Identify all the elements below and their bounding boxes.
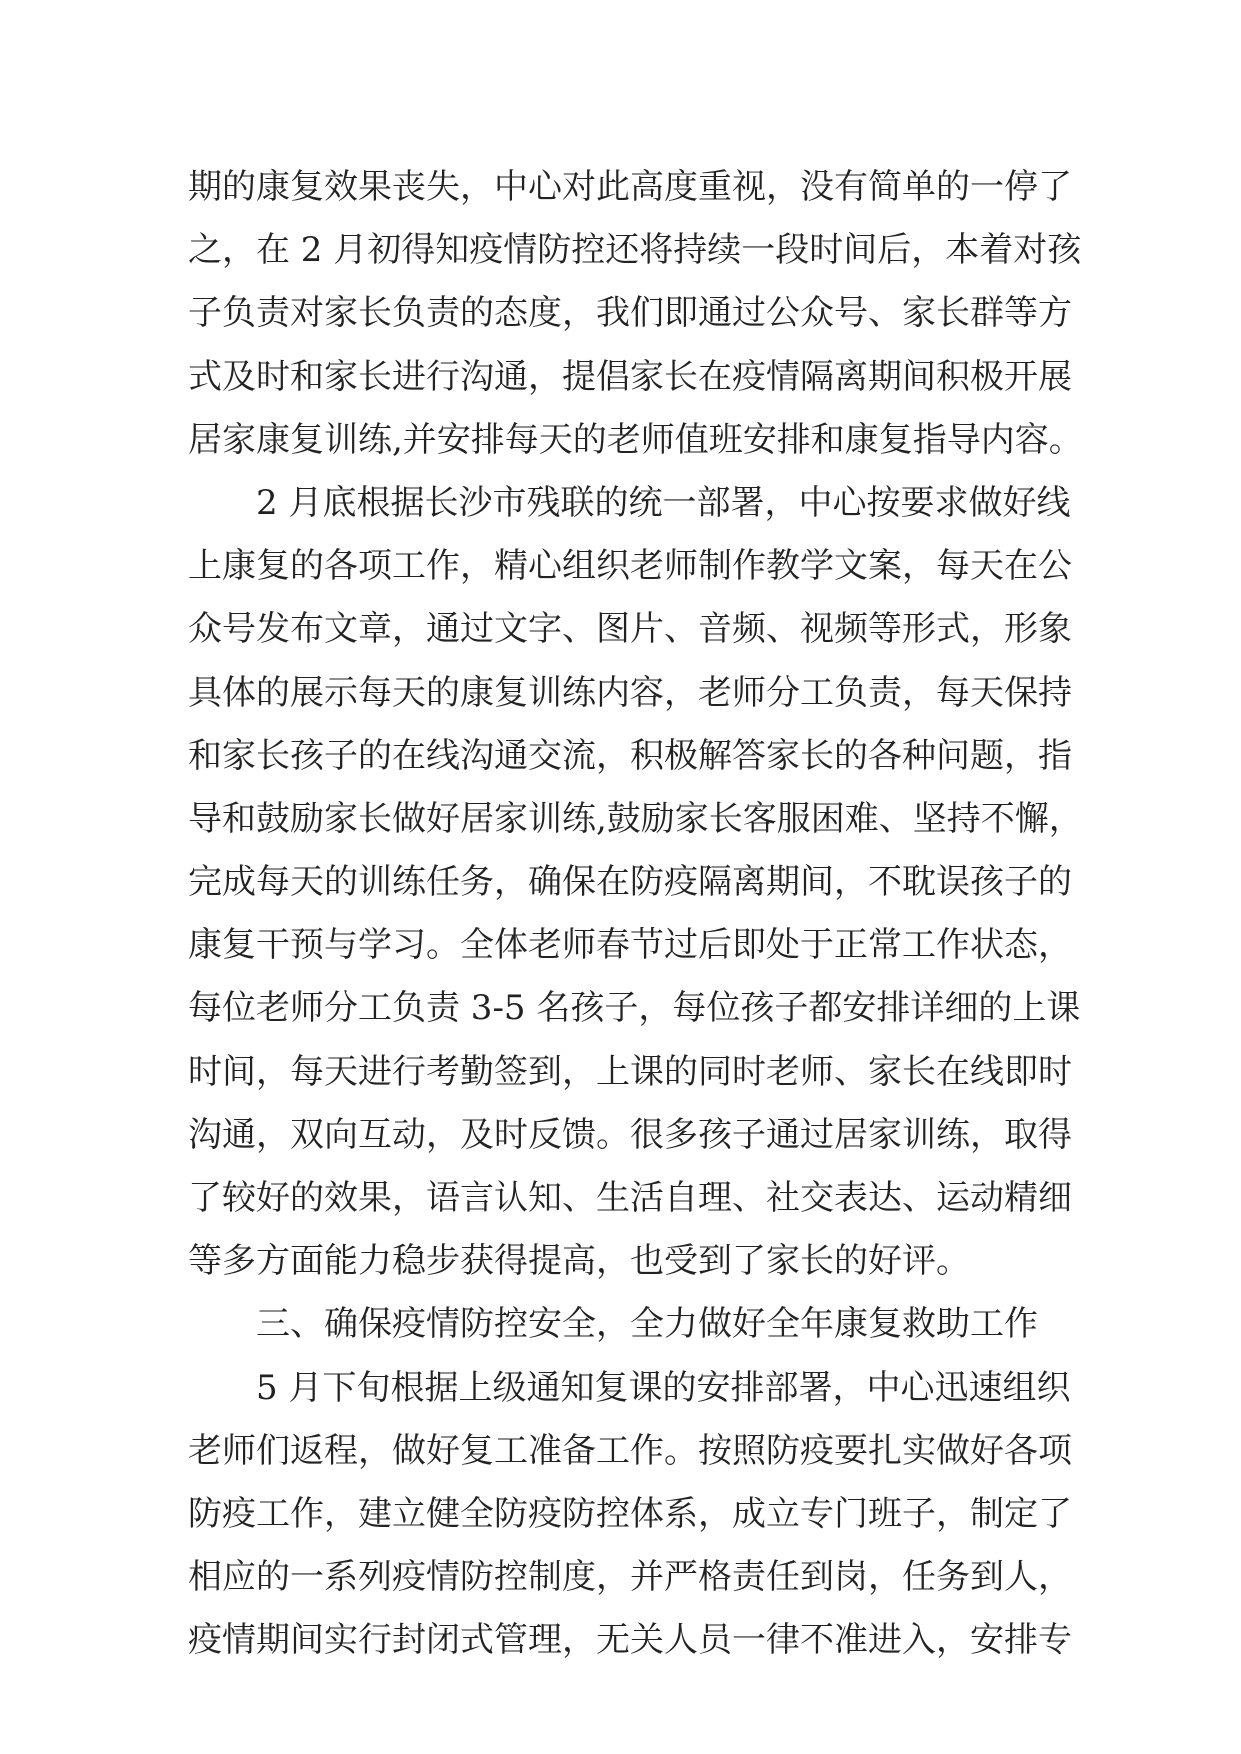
text-line: 完成每天的训练任务，确保在防疫隔离期间，不耽误孩子的 [188,862,1072,903]
document-body [188,156,1083,1673]
text-line: 之，在 2 月初得知疫情防控还将持续一段时间后，本着对孩 [188,230,1082,271]
text-line: 5 月下旬根据上级通知复课的安排部署，中心迅速组织 [256,1367,1071,1408]
text-line: 式及时和家长进行沟通，提倡家长在疫情隔离期间积极开展 [188,356,1072,397]
text-line: 老师们返程，做好复工准备工作。按照防疫要扎实做好各项 [188,1430,1072,1471]
paragraph [188,156,1083,472]
text-line: 导和鼓励家长做好居家训练,鼓励家长客服困难、坚持不懈， [188,798,1083,839]
paragraph [188,1293,1054,1356]
paragraph [188,1357,1072,1673]
text-line: 和家长孩子的在线沟通交流，积极解答家长的各种问题，指 [188,735,1072,776]
text-line: 疫情期间实行封闭式管理，无关人员一律不准进入，安排专 [188,1620,1072,1661]
text-line: 康复干预与学习。全体老师春节过后即处于正常工作状态， [188,925,1072,966]
text-line: 具体的展示每天的康复训练内容，老师分工负责，每天保持 [188,672,1072,713]
text-line: 居家康复训练,并安排每天的老师值班安排和康复指导内容。 [188,419,1083,460]
text-line: 了较好的效果，语言认知、生活自理、社交表达、运动精细 [188,1178,1072,1218]
text-line: 三、确保疫情防控安全，全力做好全年康复救助工作 [256,1304,1038,1345]
text-line: 防疫工作，建立健全防疫防控体系，成立专门班子，制定了 [188,1493,1072,1534]
text-line: 上康复的各项工作，精心组织老师制作教学文案，每天在公 [188,546,1072,587]
text-line: 相应的一系列疫情防控制度，并严格责任到岗，任务到人， [188,1557,1072,1598]
text-line: 时间，每天进行考勤签到，上课的同时老师、家长在线即时 [188,1051,1072,1092]
text-line: 2 月底根据长沙市残联的统一部署，中心按要求做好线 [256,482,1071,523]
text-line: 子负责对家长负责的态度，我们即通过公众号、家长群等方 [188,293,1072,334]
text-line: 等多方面能力稳步获得提高，也受到了家长的好评。 [188,1241,970,1282]
text-line: 众号发布文章，通过文字、图片、音频、视频等形式，形象 [188,609,1072,650]
paragraph [188,472,1083,1293]
text-line: 沟通，双向互动，及时反馈。很多孩子通过居家训练，取得 [188,1114,1072,1155]
text-line: 期的康复效果丧失，中心对此高度重视，没有简单的一停了 [188,167,1072,207]
text-line: 每位老师分工负责 3-5 名孩子，每位孩子都安排详细的上课 [188,988,1081,1029]
